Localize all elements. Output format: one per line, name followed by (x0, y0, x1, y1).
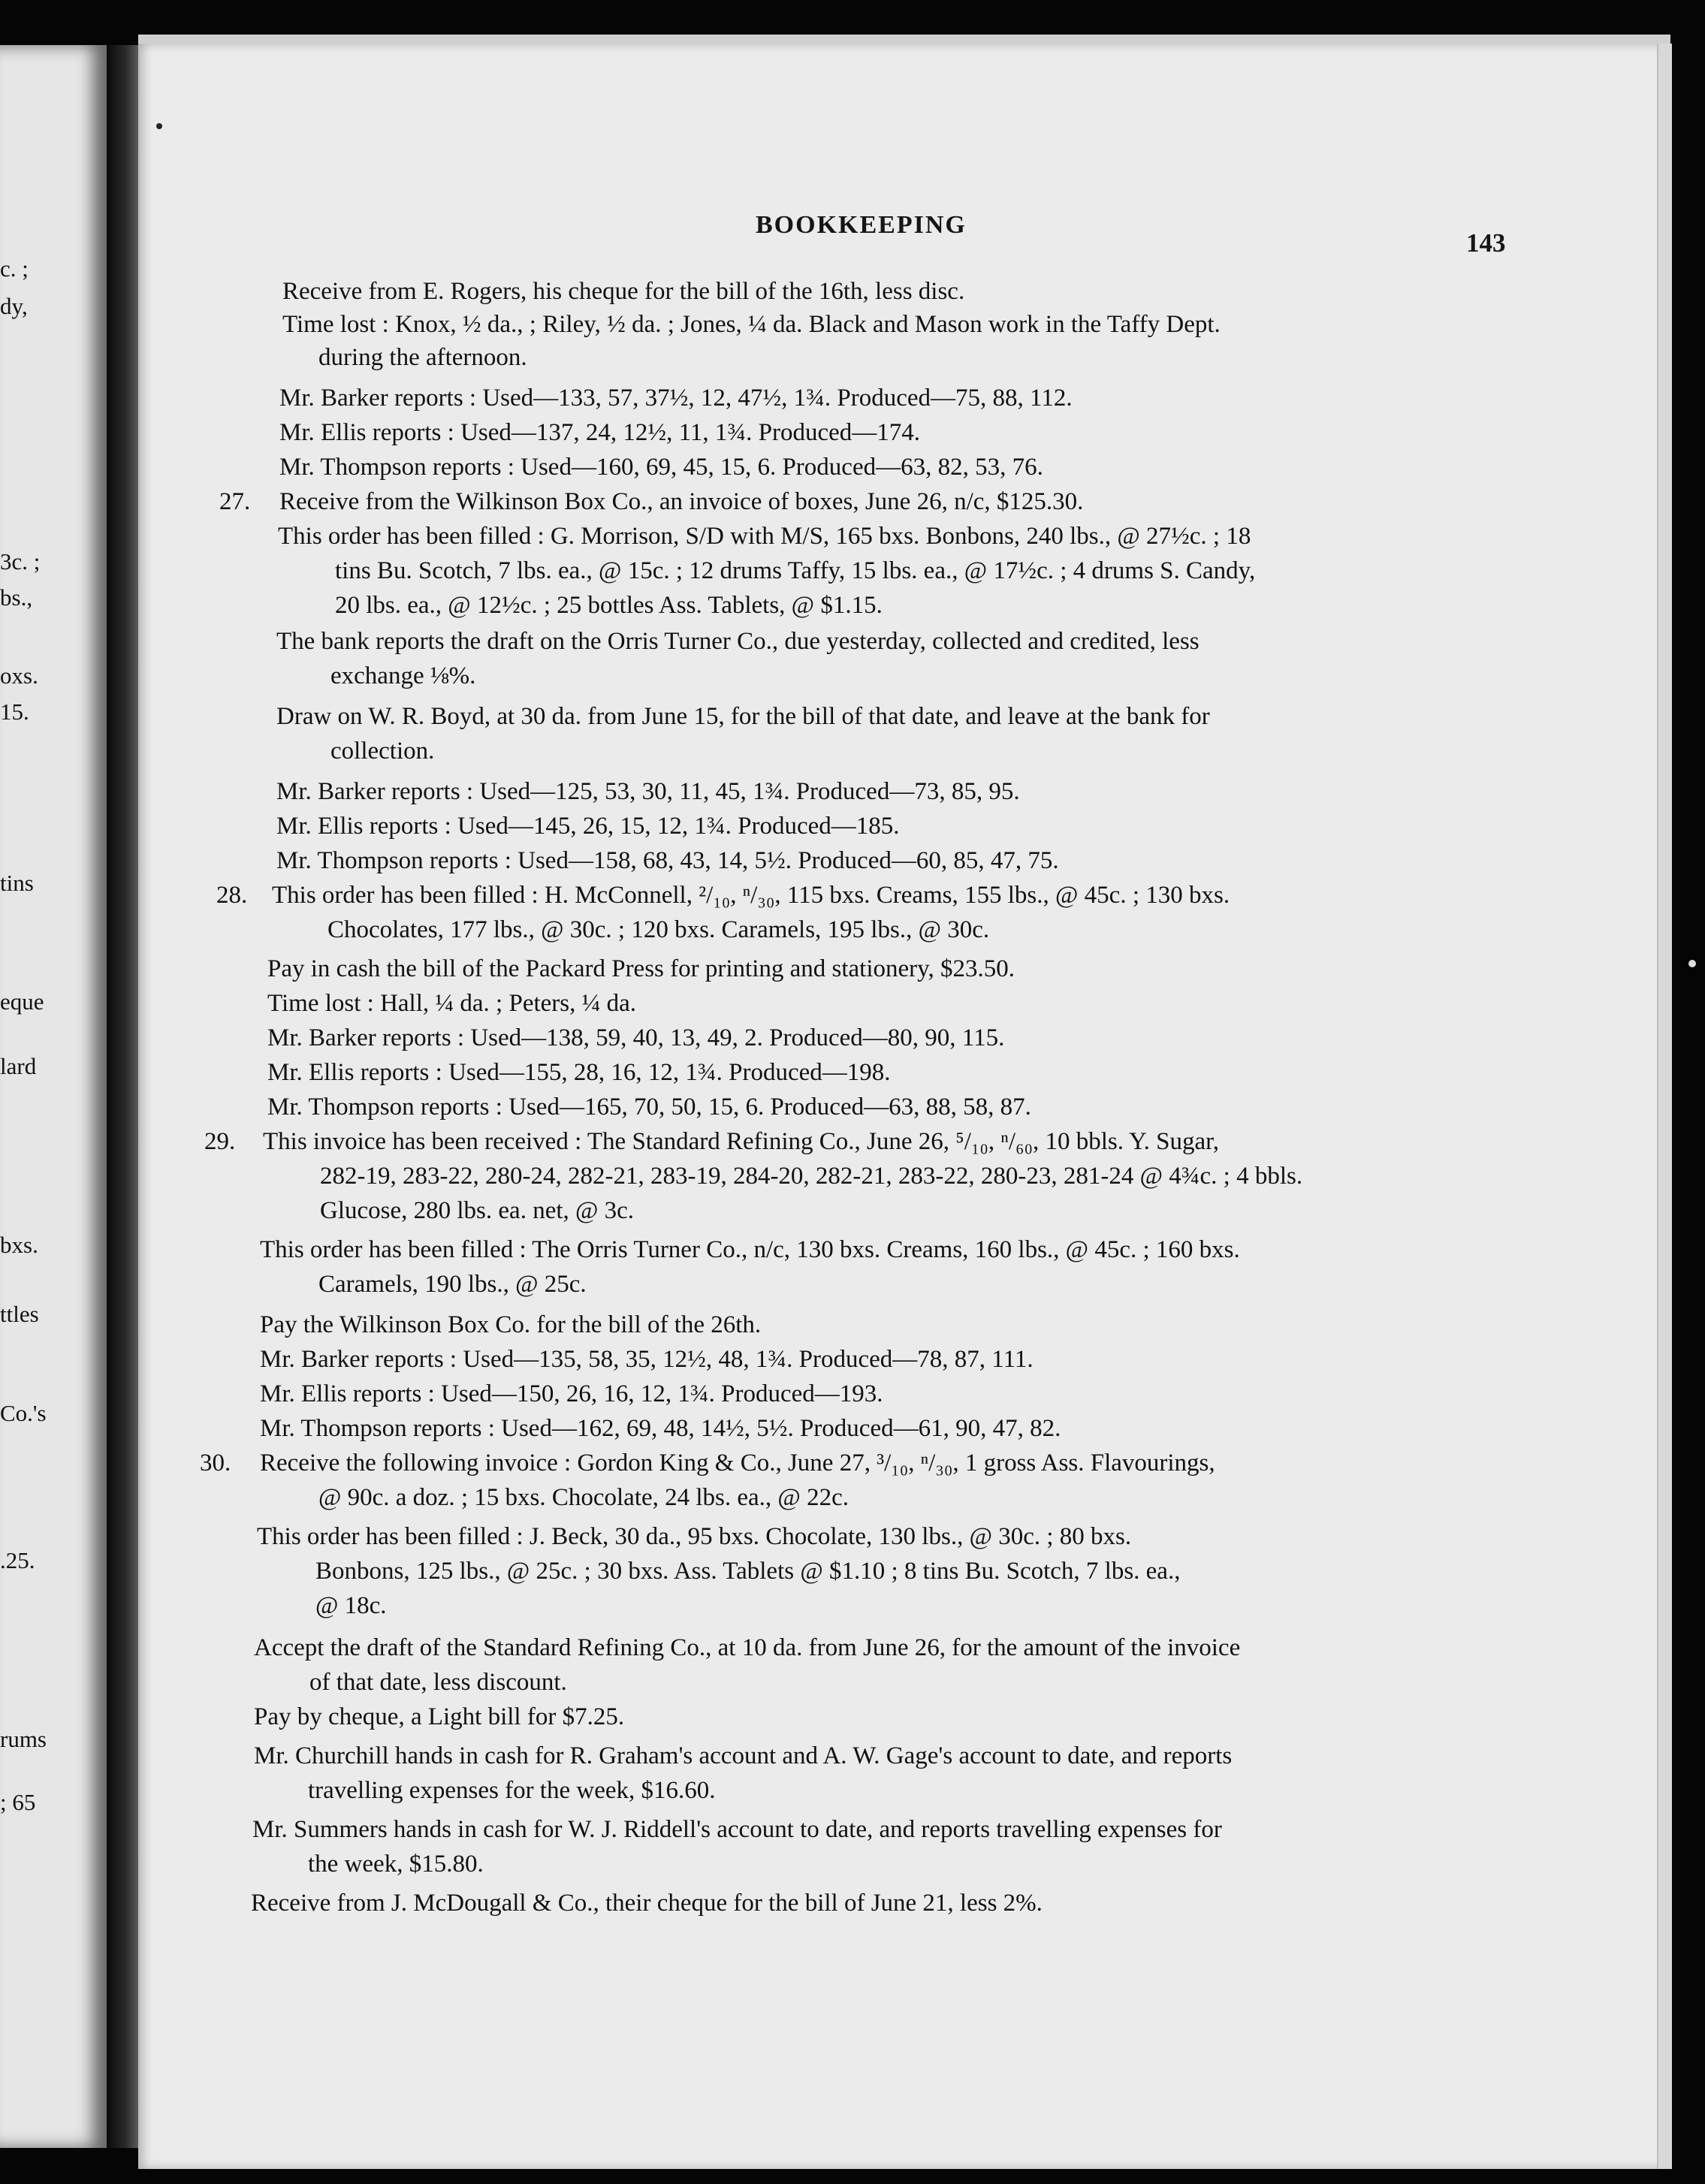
previous-page-fragment: c. ; (0, 255, 29, 282)
text-line: Pay by cheque, a Light bill for $7.25. (254, 1703, 625, 1730)
text-line: Receive from J. McDougall & Co., their cheque for the bill of June 21, less 2%. (251, 1890, 1043, 1917)
text-line: during the afternoon. (318, 344, 527, 371)
text-line: Caramels, 190 lbs., @ 25c. (318, 1271, 587, 1298)
text-line: This order has been filled : H. McConnell, ²/₁₀, ⁿ/₃₀, 115 bxs. Creams, 155 lbs., @ 45c. ; 130 bxs. (272, 882, 1230, 909)
previous-page-fragment: lard (0, 1053, 37, 1079)
text-line: Mr. Thompson reports : Used—162, 69, 48, 14½, 5½. Produced—61, 90, 47, 82. (260, 1415, 1061, 1442)
previous-page-fragment: bxs. (0, 1232, 38, 1258)
text-line: travelling expenses for the week, $16.60. (308, 1777, 716, 1804)
text-line: Receive from E. Rogers, his cheque for the bill of the 16th, less disc. (282, 278, 965, 305)
page-speck (156, 123, 162, 129)
previous-page-fragment: oxs. (0, 662, 38, 689)
text-line: Mr. Barker reports : Used—138, 59, 40, 13, 49, 2. Produced—80, 90, 115. (267, 1024, 1005, 1051)
previous-page-fragment: 3c. ; (0, 548, 41, 575)
text-line: @ 90c. a doz. ; 15 bxs. Chocolate, 24 lbs. ea., @ 22c. (318, 1484, 849, 1511)
text-line: Time lost : Knox, ½ da., ; Riley, ½ da. ; Jones, ¼ da. Black and Mason work in the Taffy Dept. (282, 311, 1221, 338)
previous-page-fragment: ; 65 (0, 1789, 36, 1815)
date-number: 30. (200, 1449, 231, 1477)
text-line: Mr. Summers hands in cash for W. J. Riddell's account to date, and reports travelling expenses for (252, 1816, 1222, 1843)
running-head: BOOKKEEPING (756, 211, 967, 239)
text-line: 20 lbs. ea., @ 12½c. ; 25 bottles Ass. Tablets, @ $1.15. (335, 592, 883, 619)
previous-page-fragment: bs., (0, 584, 33, 611)
text-line: Bonbons, 125 lbs., @ 25c. ; 30 bxs. Ass. Tablets @ $1.10 ; 8 tins Bu. Scotch, 7 lbs. ea., (315, 1558, 1181, 1585)
text-line: Mr. Ellis reports : Used—137, 24, 12½, 11, 1¾. Produced—174. (279, 419, 921, 446)
date-number: 27. (219, 488, 251, 515)
text-line: Glucose, 280 lbs. ea. net, @ 3c. (320, 1197, 635, 1224)
text-line: Accept the draft of the Standard Refining Co., at 10 da. from June 26, for the amount of the invoice (254, 1634, 1241, 1661)
previous-page-fragment: ttles (0, 1301, 39, 1327)
text-line: the week, $15.80. (308, 1851, 484, 1878)
text-line: tins Bu. Scotch, 7 lbs. ea., @ 15c. ; 12 drums Taffy, 15 lbs. ea., @ 17½c. ; 4 drums S. Candy, (335, 557, 1256, 584)
previous-page-fragment: .25. (0, 1547, 35, 1573)
previous-page-fragment: 15. (0, 698, 29, 725)
text-line: Mr. Ellis reports : Used—145, 26, 15, 12, 1¾. Produced—185. (276, 813, 900, 840)
text-line: The bank reports the draft on the Orris Turner Co., due yesterday, collected and credited, less (276, 628, 1200, 655)
book-gutter (107, 45, 138, 2148)
text-line: Mr. Barker reports : Used—125, 53, 30, 11, 45, 1¾. Produced—73, 85, 95. (276, 778, 1020, 805)
text-line: Chocolates, 177 lbs., @ 30c. ; 120 bxs. Caramels, 195 lbs., @ 30c. (327, 916, 990, 943)
page-number: 143 (1466, 228, 1506, 258)
page-edge-right (1657, 44, 1672, 2169)
text-line: Mr. Barker reports : Used—133, 57, 37½, 12, 47½, 1¾. Produced—75, 88, 112. (279, 385, 1073, 412)
text-line: of that date, less discount. (309, 1669, 567, 1696)
previous-page-fragment: tins (0, 870, 34, 896)
text-line: collection. (330, 738, 435, 765)
text-line: 282-19, 283-22, 280-24, 282-21, 283-19, 284-20, 282-21, 283-22, 280-23, 281-24 @ 4¾c. ; 4 bbls. (320, 1163, 1303, 1190)
text-line: @ 18c. (315, 1592, 387, 1619)
text-line: This order has been filled : G. Morrison, S/D with M/S, 165 bxs. Bonbons, 240 lbs., @ 27½c. ; 18 (278, 523, 1251, 550)
text-line: This order has been filled : The Orris Turner Co., n/c, 130 bxs. Creams, 160 lbs., @ 45c. ; 160 bxs. (260, 1236, 1240, 1263)
text-line: Mr. Thompson reports : Used—160, 69, 45, 15, 6. Produced—63, 82, 53, 76. (279, 454, 1043, 481)
text-line: Mr. Thompson reports : Used—158, 68, 43, 14, 5½. Produced—60, 85, 47, 75. (276, 847, 1059, 874)
text-line: exchange ⅛%. (330, 662, 476, 689)
previous-page-fragment: dy, (0, 293, 28, 319)
text-line: Receive the following invoice : Gordon King & Co., June 27, ³/₁₀, ⁿ/₃₀, 1 gross Ass. Flavourings, (260, 1449, 1215, 1477)
text-line: Mr. Thompson reports : Used—165, 70, 50, 15, 6. Produced—63, 88, 58, 87. (267, 1094, 1031, 1121)
text-line: Receive from the Wilkinson Box Co., an invoice of boxes, June 26, n/c, $125.30. (279, 488, 1084, 515)
text-line: Time lost : Hall, ¼ da. ; Peters, ¼ da. (267, 990, 637, 1017)
background-speck (1688, 960, 1696, 967)
date-number: 28. (216, 882, 248, 909)
text-line: This order has been filled : J. Beck, 30 da., 95 bxs. Chocolate, 130 lbs., @ 30c. ; 80 bxs. (257, 1523, 1132, 1550)
text-line: Mr. Churchill hands in cash for R. Graham's account and A. W. Gage's account to date, and reports (254, 1742, 1233, 1769)
previous-page-fragment: Co.'s (0, 1400, 47, 1426)
text-line: Pay the Wilkinson Box Co. for the bill of the 26th. (260, 1311, 762, 1338)
text-line: Mr. Barker reports : Used—135, 58, 35, 12½, 48, 1¾. Produced—78, 87, 111. (260, 1346, 1034, 1373)
previous-page-fragment: rums (0, 1726, 47, 1752)
text-line: Pay in cash the bill of the Packard Press for printing and stationery, $23.50. (267, 955, 1015, 982)
date-number: 29. (204, 1128, 236, 1155)
text-line: This invoice has been received : The Standard Refining Co., June 26, ⁵/₁₀, ⁿ/₆₀, 10 bbls. Y. Sugar, (263, 1128, 1220, 1155)
previous-page-fragment: eque (0, 988, 44, 1015)
text-line: Draw on W. R. Boyd, at 30 da. from June 15, for the bill of that date, and leave at the bank for (276, 703, 1210, 730)
text-line: Mr. Ellis reports : Used—150, 26, 16, 12, 1¾. Produced—193. (260, 1380, 883, 1407)
text-line: Mr. Ellis reports : Used—155, 28, 16, 12, 1¾. Produced—198. (267, 1059, 891, 1086)
previous-page (0, 45, 107, 2148)
